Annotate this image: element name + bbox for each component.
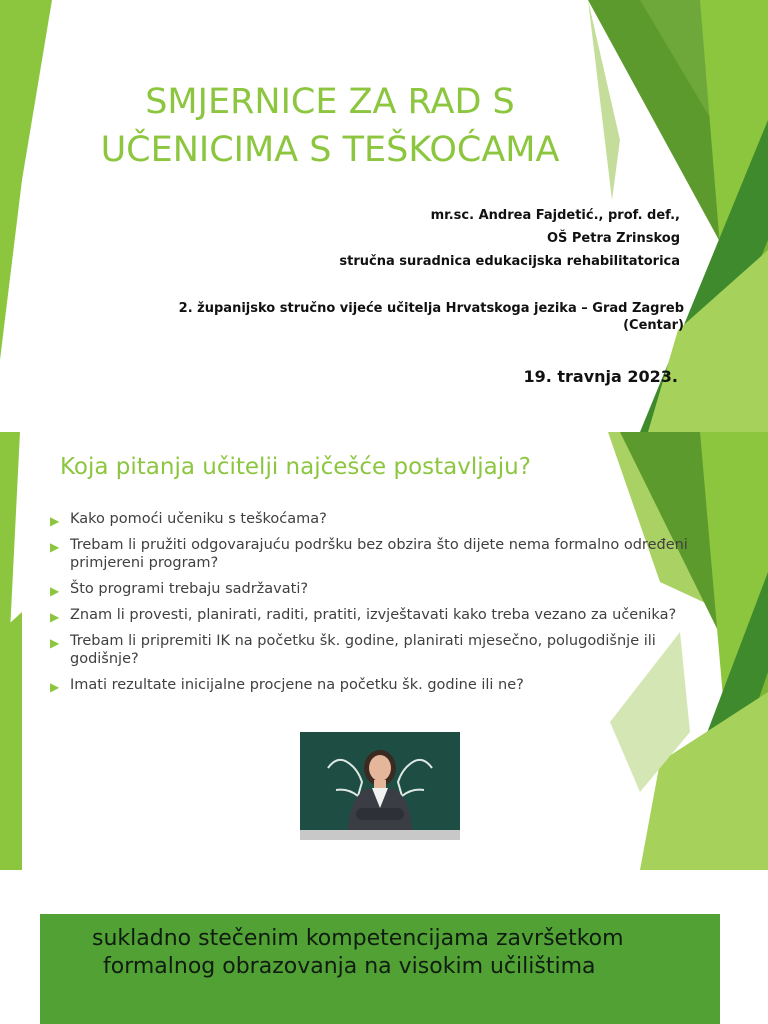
bullet-arrow-icon: ▶ [50, 584, 60, 598]
school-name: OŠ Petra Zrinskog [546, 231, 680, 246]
bullet-arrow-icon: ▶ [50, 680, 60, 694]
title-line-2: UČENICIMA S TEŠKOĆAMA [100, 130, 560, 170]
question-list [48, 510, 728, 702]
title-line-1: SMJERNICE ZA RAD S [145, 82, 515, 122]
slide-questions-heading: Koja pitanja učitelji najčešće postavljaju? [60, 454, 531, 480]
bullet-arrow-icon: ▶ [50, 514, 60, 528]
event-date: 19. travnja 2023. [523, 367, 678, 386]
teacher-photo [300, 732, 460, 840]
bullet-arrow-icon: ▶ [50, 540, 60, 554]
event-line-1: 2. županijsko stručno vijeće učitelja Hrvatskoga jezika – Grad Zagreb [178, 301, 684, 316]
slide-questions [0, 432, 768, 870]
bullet-arrow-icon: ▶ [50, 636, 60, 650]
event-line-2: (Centar) [623, 318, 684, 333]
slide-title-heading [60, 78, 600, 174]
slide-title [0, 0, 768, 432]
slide-banner [40, 914, 720, 1024]
author-name: mr.sc. Andrea Fajdetić., prof. def., [430, 208, 680, 223]
bullet-arrow-icon: ▶ [50, 610, 60, 624]
list-item: ▶ Trebam li pripremiti IK na početku šk. godine, planirati mjesečno, polugodišnje ili godišnje? [50, 633, 656, 667]
list-item: ▶ Znam li provesti, planirati, raditi, pratiti, izvještavati kako treba vezano za učenika? [50, 607, 677, 624]
list-item: ▶ Kako pomoći učeniku s teškoćama? [50, 511, 327, 528]
banner-line-2: formalnog obrazovanja na visokim učilištima [103, 954, 596, 979]
list-item: ▶ Imati rezultate inicijalne procjene na početku šk. godine ili ne? [50, 677, 524, 694]
author-role: stručna suradnica edukacijska rehabilitatorica [339, 254, 680, 269]
list-item: ▶ Trebam li pružiti odgovarajuću podršku bez obzira što dijete nema formalno određeni primjereni program? [50, 537, 688, 571]
banner-line-1: sukladno stečenim kompetencijama završetkom [92, 926, 624, 951]
list-item: ▶ Što programi trebaju sadržavati? [50, 581, 309, 598]
event-name [179, 300, 684, 334]
